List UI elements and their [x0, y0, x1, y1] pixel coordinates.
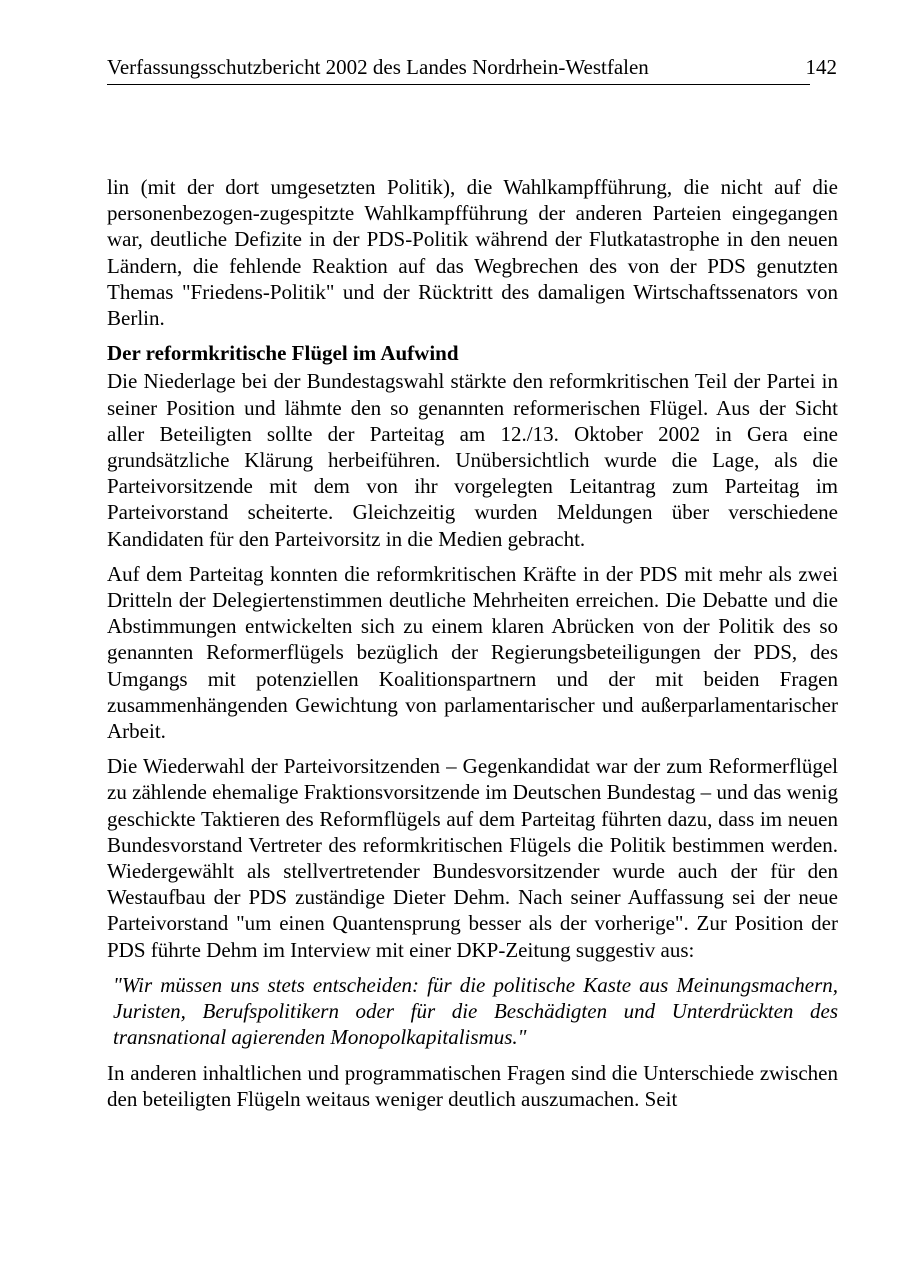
paragraph-2: Die Niederlage bei der Bundestagswahl stärkte den reformkritischen Teil der Partei in seiner Position und lähmte den so genannten reformerischen Flügel. Aus der Sicht aller Beteiligten sollte der Parteitag am 12./13. Oktober 2002 in Gera eine grundsätzliche Klärung herbeiführen. Unübersichtlich wurde die Lage, als die Parteivorsitzende mit dem von ihr vorgelegten Leitantrag zum Parteitag im Parteivorstand scheiterte. Gleichzeitig wurden Meldungen über verschiedene Kandidaten für den Parteivorsitz in die Medien gebracht.	[107, 369, 838, 551]
header-title: Verfassungsschutzbericht 2002 des Landes Nordrhein-Westfalen	[107, 55, 649, 79]
paragraph-3: Auf dem Parteitag konnten die reformkritischen Kräfte in der PDS mit mehr als zwei Dritteln der Delegiertenstimmen deutliche Mehrheiten erreichen. Die Debatte und die Abstimmungen entwickelten sich zu einem klaren Abrücken von der Politik des so genannten Reformerflügels bezüglich der Regierungsbeteiligungen der PDS, des Umgangs mit potenziellen Koalitionspartnern und der mit beiden Fragen zusammenhängenden Gewichtung von parlamentarischer und außerparlamentarischer Arbeit.	[107, 561, 838, 744]
page-number: 142	[805, 55, 837, 79]
paragraph-4: Die Wiederwahl der Parteivorsitzenden – Gegenkandidat war der zum Reformerflügel zu zählende ehemalige Fraktionsvorsitzende im Deutschen Bundestag – und das wenig geschickte Taktieren des Reformflügels auf dem Parteitag führten dazu, dass im neuen Bundesvorstand Vertreter des reformkritischen Flügels die Politik bestimmen werden. Wiedergewählt als stellvertretender Bundesvorsitzender wurde auch der für den Westaufbau der PDS zuständige Dieter Dehm. Nach seiner Auffassung sei der neue Parteivorstand "um einen Quantensprung besser als der vorherige". Zur Position der PDS führte Dehm im Interview mit einer DKP-Zeitung suggestiv aus:	[107, 754, 838, 962]
page-header	[107, 50, 837, 85]
block-quote: "Wir müssen uns stets entscheiden: für die politische Kaste aus Meinungsmachern, Juristen, Berufspolitikern oder für die Beschädigten und Unterdrückten des transnational agierenden Monopolkapitalismus."	[113, 972, 838, 1050]
document-body	[107, 174, 838, 1121]
section-heading: Der reformkritische Flügel im Aufwind	[107, 341, 459, 366]
paragraph-1: lin (mit der dort umgesetzten Politik), die Wahlkampfführung, die nicht auf die personenbezogen-zugespitzte Wahlkampfführung der anderen Parteien eingegangen war, deutliche Defizite in der PDS-Politik während der Flutkatastrophe in den neuen Ländern, die fehlende Reaktion auf das Wegbrechen des von der PDS genutzten Themas "Friedens-Politik" und der Rücktritt des damaligen Wirtschaftssenators von Berlin.	[107, 175, 838, 331]
paragraph-5: In anderen inhaltlichen und programmatischen Fragen sind die Unterschiede zwischen den beteiligten Flügeln weitaus weniger deutlich auszumachen. Seit	[107, 1060, 838, 1111]
